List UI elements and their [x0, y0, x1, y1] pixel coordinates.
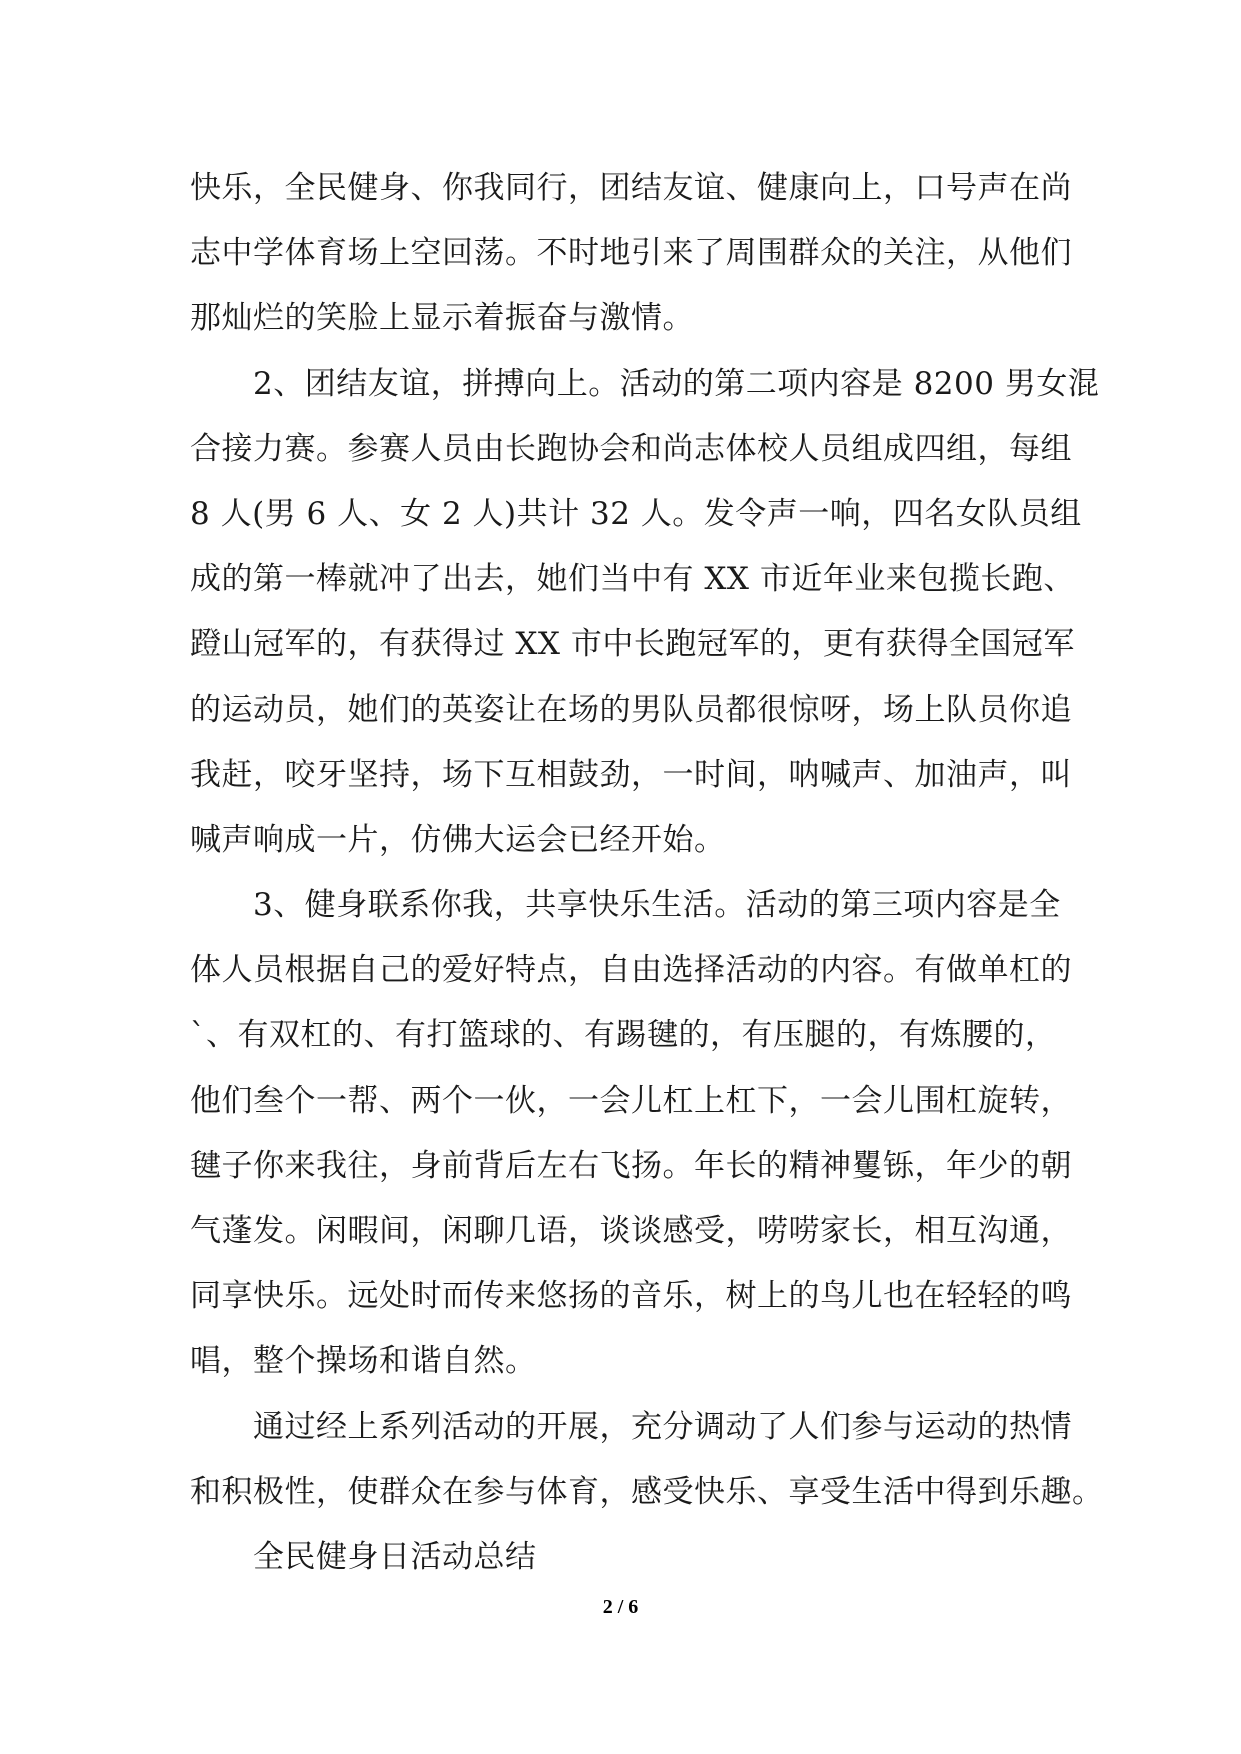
- text-line: 气蓬发。闲暇间，闲聊几语，谈谈感受，唠唠家长，相互沟通，: [190, 1213, 1072, 1249]
- text-line: 通过经上系列活动的开展，充分调动了人们参与运动的热情: [190, 1408, 1072, 1445]
- text-line: `、有双杠的、有打篮球的、有踢毽的，有压腿的，有炼腰的，: [190, 1017, 1057, 1054]
- text-line: 我赶，咬牙坚持，场下互相鼓劲，一时间，呐喊声、加油声，叫: [190, 756, 1072, 793]
- text-line: 唱，整个操场和谐自然。: [190, 1343, 537, 1380]
- text-line: 2、团结友谊，拼搏向上。活动的第二项内容是 8200 男女混: [190, 365, 1100, 402]
- text-line: 和积极性，使群众在参与体育，感受快乐、享受生活中得到乐趣。: [190, 1473, 1104, 1510]
- text-line: 成的第一棒就冲了出去，她们当中有 XX 市近年业来包揽长跑、: [190, 561, 1075, 598]
- text-line: 蹬山冠军的，有获得过 XX 市中长跑冠军的，更有获得全国冠军: [190, 626, 1075, 663]
- text-line: 的运动员，她们的英姿让在场的男队员都很惊呀，场上队员你追: [190, 691, 1072, 728]
- text-line: 8 人(男 6 人、女 2 人)共计 32 人。发令声一响，四名女队员组: [190, 495, 1082, 532]
- text-line: 同享快乐。远处时而传来悠扬的音乐，树上的鸟儿也在轻轻的鸣: [190, 1278, 1072, 1315]
- text-line: 喊声响成一片，仿佛大运会已经开始。: [190, 821, 726, 858]
- text-line: 合接力赛。参赛人员由长跑协会和尚志体校人员组成四组，每组: [190, 430, 1072, 467]
- text-line: 他们叁个一帮、两个一伙，一会儿杠上杠下，一会儿围杠旋转，: [190, 1082, 1072, 1119]
- page-number: 2 / 6: [602, 1596, 639, 1618]
- text-line: 那灿烂的笑脸上显示着振奋与激情。: [190, 300, 694, 337]
- text-line: 毽子你来我往，身前背后左右飞扬。年长的精神矍铄，年少的朝: [190, 1147, 1072, 1184]
- document-body: [190, 156, 1104, 1590]
- text-line: 体人员根据自己的爱好特点，自由选择活动的内容。有做单杠的: [190, 952, 1072, 989]
- section-heading: 全民健身日活动总结: [190, 1538, 537, 1575]
- text-line: 志中学体育场上空回荡。不时地引来了周围群众的关注，从他们: [190, 235, 1072, 272]
- text-line: 快乐，全民健身、你我同行，团结友谊、健康向上，口号声在尚: [190, 170, 1072, 206]
- text-line: 3、健身联系你我，共享快乐生活。活动的第三项内容是全: [190, 887, 1061, 924]
